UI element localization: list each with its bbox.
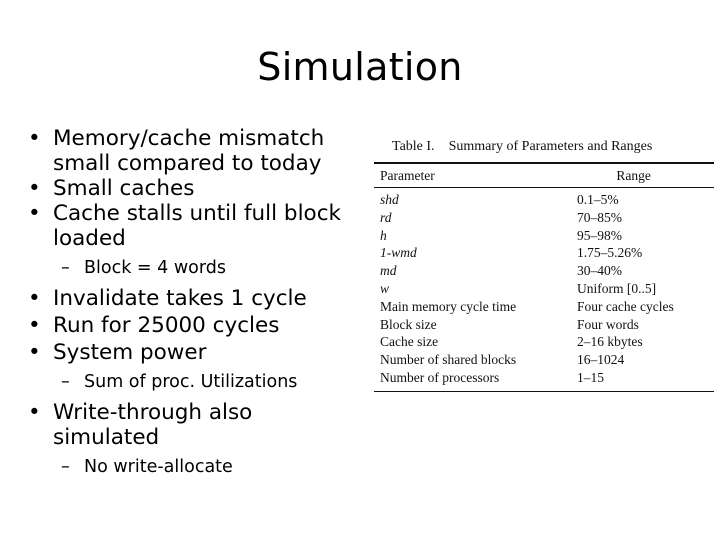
bullet-item: • Invalidate takes 1 cycle xyxy=(28,286,358,311)
dash-icon: – xyxy=(61,372,70,392)
table-cell-parameter: md xyxy=(380,263,397,279)
table-row xyxy=(374,227,714,245)
table-cell-parameter: rd xyxy=(380,209,392,225)
sub-bullet-item xyxy=(28,257,358,279)
table-caption-text: Summary of Parameters and Ranges xyxy=(448,139,653,154)
table-cell-parameter: 1-wmd xyxy=(380,245,417,261)
table-row xyxy=(374,280,714,298)
bullet-item: • Run for 25000 cycles xyxy=(28,313,358,338)
table-row xyxy=(374,191,714,209)
table-cell-range: 2–16 kbytes xyxy=(577,334,643,350)
bullet-list xyxy=(28,126,358,485)
table-cell-range: Uniform [0..5] xyxy=(577,280,657,296)
parameter-table xyxy=(374,138,714,392)
table-cell-parameter: Number of shared blocks xyxy=(380,352,517,368)
table-cell-range: 16–1024 xyxy=(577,352,625,368)
table-cell-range: 95–98% xyxy=(577,227,622,243)
table-body xyxy=(374,191,714,387)
column-header-parameter: Parameter xyxy=(380,168,435,183)
table-caption-number: Table I. xyxy=(392,139,435,154)
table-row xyxy=(374,298,714,316)
sub-bullet-text: Sum of proc. Utilizations xyxy=(84,372,298,392)
table-row xyxy=(374,333,714,351)
table-cell-range: 1.75–5.26% xyxy=(577,245,643,261)
table-row xyxy=(374,262,714,280)
bullet-item: • Small caches xyxy=(28,176,358,201)
table-cell-range: 1–15 xyxy=(577,369,604,385)
column-header-range: Range xyxy=(616,168,651,183)
dash-icon: – xyxy=(61,258,70,278)
table-cell-range: Four words xyxy=(577,316,639,332)
table-cell-range: Four cache cycles xyxy=(577,298,674,314)
bullet-item: • System power xyxy=(28,340,358,365)
table-cell-range: 70–85% xyxy=(577,209,622,225)
table-header xyxy=(374,164,714,187)
table-cell-range: 30–40% xyxy=(577,263,622,279)
table-cell-parameter: Cache size xyxy=(380,334,439,350)
table-bottom-rule xyxy=(374,391,714,392)
slide-title: Simulation xyxy=(257,45,463,89)
table-caption xyxy=(374,138,714,156)
table-cell-parameter: w xyxy=(380,280,390,296)
sub-bullet-text: Block = 4 words xyxy=(84,258,226,278)
table-cell-parameter: Block size xyxy=(380,316,437,332)
bullet-item: • Write-through also simulated xyxy=(28,400,358,450)
table-row xyxy=(374,351,714,369)
table-row xyxy=(374,244,714,262)
bullet-item: • Memory/cache mismatch small compared to today xyxy=(28,126,358,176)
table-cell-parameter: Main memory cycle time xyxy=(380,298,517,314)
table-header-rule xyxy=(374,187,714,188)
table-cell-parameter: shd xyxy=(380,192,399,207)
table-row xyxy=(374,369,714,387)
sub-bullet-item xyxy=(28,371,358,393)
sub-bullet-text: No write-allocate xyxy=(84,457,233,477)
table-row xyxy=(374,209,714,227)
table-cell-parameter: Number of processors xyxy=(380,369,500,385)
table-cell-parameter: h xyxy=(380,227,387,243)
table-cell-range: 0.1–5% xyxy=(577,192,619,207)
sub-bullet-item xyxy=(28,456,358,478)
dash-icon: – xyxy=(61,457,70,477)
table-row xyxy=(374,316,714,334)
bullet-item: • Cache stalls until full block loaded xyxy=(28,201,358,251)
